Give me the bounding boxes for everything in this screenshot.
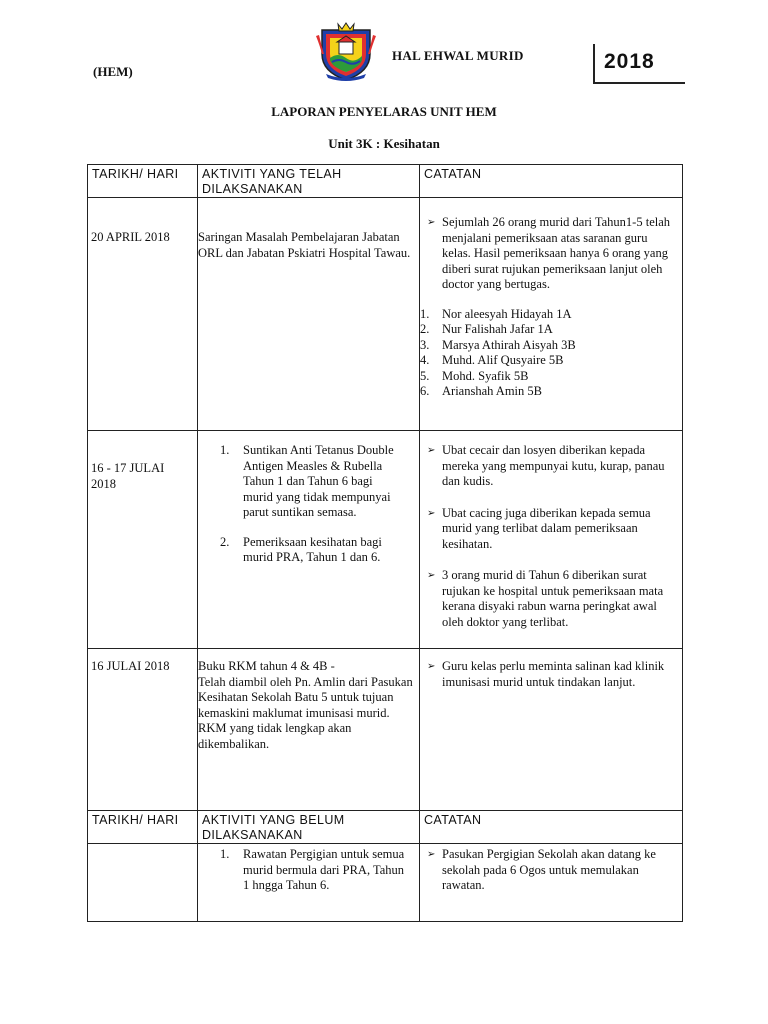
table-header-row <box>88 811 683 844</box>
list-item: 5. Mohd. Syafik 5B <box>420 368 529 383</box>
date-text: 16 JULAI 2018 <box>91 659 170 673</box>
list-item: 2. Pemeriksaan kesihatan bagi murid PRA, Tahun 1 dan 6. <box>220 534 382 564</box>
notes-list <box>420 847 682 894</box>
date-text: 16 - 17 JULAI 2018 <box>91 461 165 491</box>
note-item: ➢ Pasukan Pergigian Sekolah akan datang ke sekolah pada 6 Ogos untuk memulakan rawatan. <box>427 847 656 892</box>
row-notes <box>420 844 683 922</box>
list-item: 4. Muhd. Alif Qusyaire 5B <box>420 353 564 367</box>
year-label: 2018 <box>604 50 655 73</box>
header-notes: CATATAN <box>420 165 683 198</box>
arrow-bullet-icon: ➢ <box>427 661 436 672</box>
arrow-bullet-icon: ➢ <box>427 445 436 456</box>
row-date <box>88 431 198 649</box>
table-header-row <box>88 165 683 198</box>
note-item: ➢ Sejumlah 26 orang murid dari Tahun1-5 telah menjalani pemeriksaan atas saranan guru kelas. Hasil pemeriksaan hanya 6 orang yang diberi surat rujukan pemeriksaan lanjut oleh doctor yang bertugas. <box>427 215 671 291</box>
arrow-bullet-icon: ➢ <box>427 849 436 860</box>
table-row <box>88 844 683 922</box>
notes-list <box>420 443 682 630</box>
row-date <box>88 649 198 811</box>
table-row <box>88 649 683 811</box>
row-date <box>88 844 198 922</box>
header-activity: AKTIVITI YANG TELAH DILAKSANAKAN <box>198 165 420 198</box>
row-activity <box>198 844 420 922</box>
row-notes <box>420 198 683 431</box>
note-item: ➢ Ubat cecair dan losyen diberikan kepada mereka yang mempunyai kutu, kurap, panau dan kudis. <box>427 443 665 488</box>
list-item: 1. Suntikan Anti Tetanus Double Antigen Measles & Rubella Tahun 1 dan Tahun 6 bagi murid yang tidak mempunyai parut suntikan semasa. <box>220 443 394 519</box>
table-row <box>88 198 683 431</box>
table-row <box>88 431 683 649</box>
row-date <box>88 198 198 431</box>
note-item: ➢ Ubat cacing juga diberikan kepada semua murid yang terlibat dalam pemeriksaan kesihatan. <box>427 505 651 551</box>
activities-list <box>198 443 419 566</box>
list-item: 3. Marsya Athirah Aisyah 3B <box>420 337 576 352</box>
students-list <box>420 307 682 400</box>
activity-line: Telah diambil oleh Pn. Amlin dari Pasukan Kesihatan Sekolah Batu 5 untuk tujuan kemaskini maklumat imunisasi murid. RKM yang tidak lengkap akan dikembalikan. <box>198 674 413 751</box>
arrow-bullet-icon: ➢ <box>427 217 436 228</box>
header-notes: CATATAN <box>420 811 683 844</box>
header-activity: AKTIVITI YANG BELUM DILAKSANAKAN <box>198 811 420 844</box>
year-box <box>593 44 685 84</box>
hem-label: (HEM) <box>93 64 133 79</box>
header-date: TARIKH/ HARI <box>88 165 198 198</box>
document-title: LAPORAN PENYELARAS UNIT HEM <box>271 104 497 119</box>
note-item: ➢ 3 orang murid di Tahun 6 diberikan surat rujukan ke hospital untuk pemeriksaan mata kerana disyaki rabun warna peringkat awal oleh doktor yang terlibat. <box>427 568 664 629</box>
note-item: ➢ Guru kelas perlu meminta salinan kad klinik imunisasi murid untuk tindakan lanjut. <box>427 659 665 689</box>
unit-subtitle: Unit 3K : Kesihatan <box>328 136 440 151</box>
school-crest-icon <box>312 20 380 82</box>
list-item: 2. Nur Falishah Jafar 1A <box>420 322 553 336</box>
row-activity <box>198 649 420 811</box>
list-item: 1. Nor aleesyah Hidayah 1A <box>420 306 572 321</box>
report-table <box>87 164 683 922</box>
list-item: 1. Rawatan Pergigian untuk semua murid bermula dari PRA, Tahun 1 hngga Tahun 6. <box>220 847 405 892</box>
row-activity <box>198 431 420 649</box>
arrow-bullet-icon: ➢ <box>427 507 436 519</box>
row-activity <box>198 198 420 431</box>
activity-text: Saringan Masalah Pembelajaran Jabatan ORL dan Jabatan Pskiatri Hospital Tawau. <box>198 230 411 260</box>
department-title: HAL EHWAL MURID <box>392 48 524 63</box>
notes-list <box>420 659 682 690</box>
activities-list <box>198 847 419 894</box>
activity-line: Buku RKM tahun 4 & 4B - <box>198 659 335 673</box>
arrow-bullet-icon: ➢ <box>427 570 436 581</box>
date-text: 20 APRIL 2018 <box>91 230 170 244</box>
row-notes <box>420 431 683 649</box>
row-notes <box>420 649 683 811</box>
notes-list <box>420 215 682 293</box>
list-item: 6. Arianshah Amin 5B <box>420 384 542 398</box>
activity-text <box>198 659 419 752</box>
header-date: TARIKH/ HARI <box>88 811 198 844</box>
